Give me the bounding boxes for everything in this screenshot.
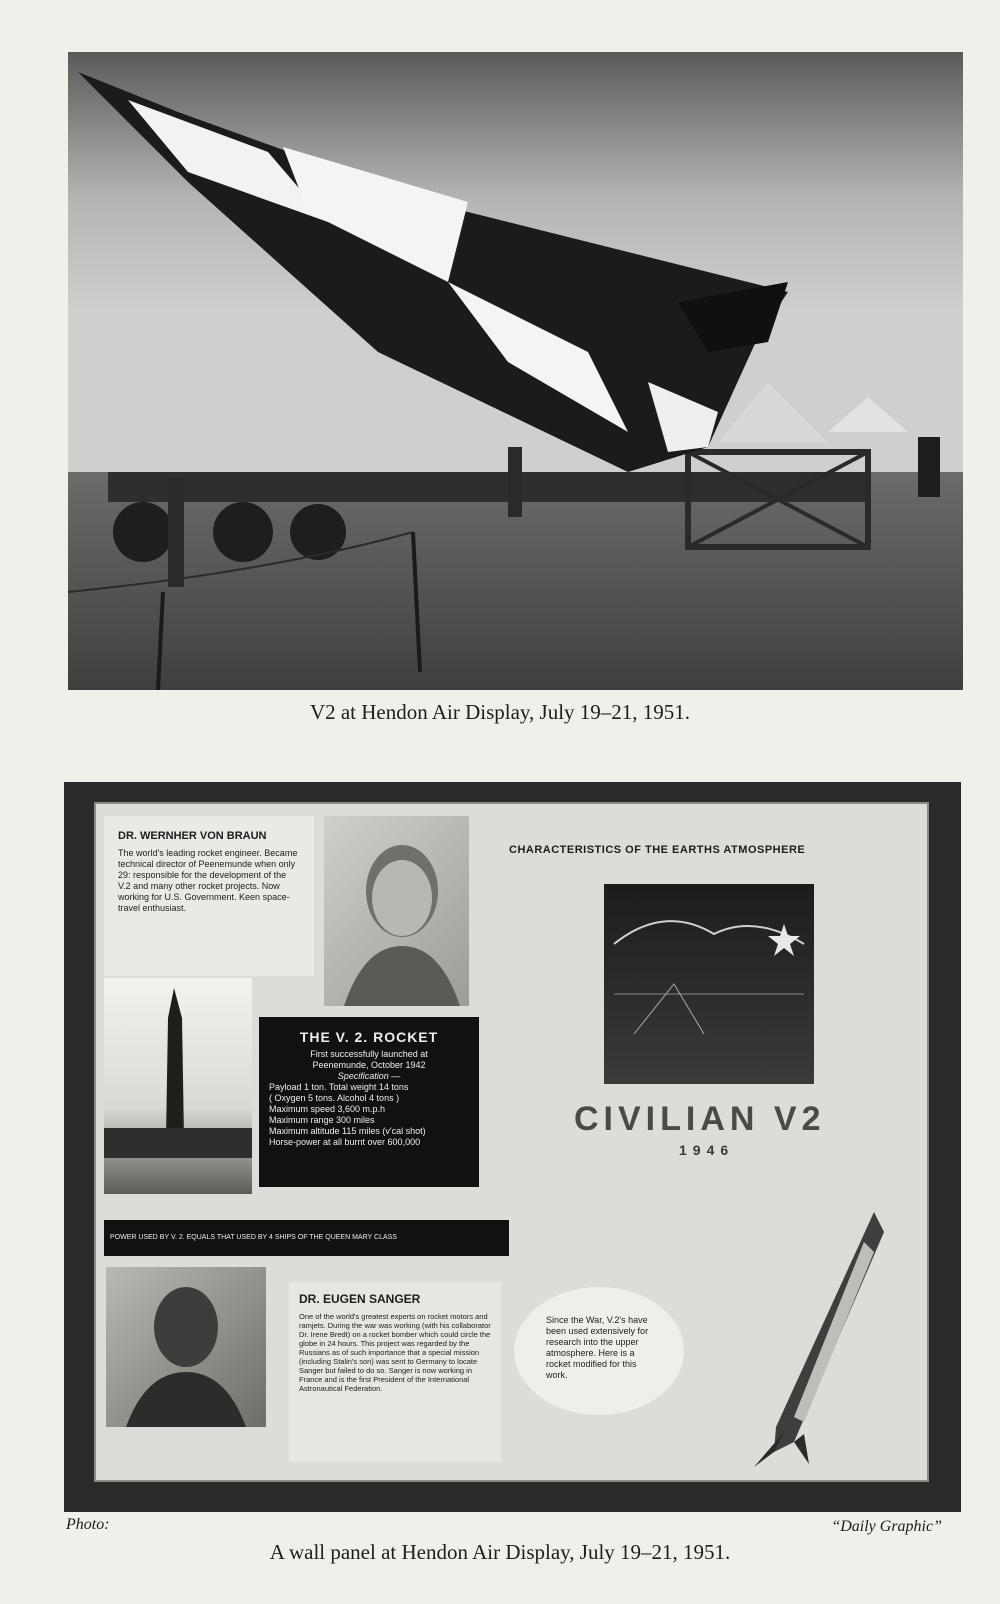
portrait-illustration — [324, 816, 469, 1006]
von-braun-card — [104, 816, 314, 976]
civilian-v2-title: CIVILIAN V2 — [574, 1100, 826, 1138]
von-braun-portrait — [324, 816, 469, 1006]
spec-line: Maximum range 300 miles — [269, 1115, 375, 1125]
atmosphere-diagram — [604, 884, 814, 1084]
atmosphere-illustration — [604, 884, 814, 1084]
spec-line: Specification — — [337, 1071, 401, 1081]
sanger-text: One of the world's greatest experts on rocket motors and ramjets. During the war was working (with his collaborator Dr. Irene Bredt) on a rocket bomber which could circle the globe in 24 hours. This project was regarded by the Russians as of such importance that a special mission (including Stalin's son) was sent to Germany to locate Sanger but failed to do so. Sanger is now working in France and is the first President of the International Astronautical Federation. — [299, 1312, 491, 1393]
von-braun-heading: DR. WERNHER VON BRAUN — [118, 830, 267, 842]
spec-line: Maximum altitude 115 miles (v'cal shot) — [269, 1126, 426, 1136]
v2-rocket-title: THE V. 2. ROCKET — [299, 1029, 439, 1045]
rocket-cutaway-illustration — [714, 1202, 914, 1472]
portrait-illustration — [106, 1267, 266, 1427]
wall-panel — [94, 802, 929, 1482]
civilian-year: 1946 — [679, 1142, 735, 1158]
v2-rocket-photo — [68, 52, 963, 690]
spec-line: First successfully launched at — [310, 1049, 428, 1059]
rocket-cutaway-diagram — [714, 1202, 914, 1472]
spec-line: Payload 1 ton. Total weight 14 tons — [269, 1082, 409, 1092]
sanger-portrait — [106, 1267, 266, 1427]
research-note-circle: Since the War, V.2's have been used extensively for research into the upper atmosphere. Here is a rocket modified for this work. — [514, 1287, 684, 1415]
v2-rocket-spec-card — [259, 1017, 479, 1187]
launch-pad-illustration — [104, 978, 252, 1194]
wall-panel-photo — [64, 782, 961, 1512]
sanger-heading: DR. EUGEN SANGER — [299, 1292, 421, 1306]
atmosphere-heading: CHARACTERISTICS OF THE EARTHS ATMOSPHERE — [509, 844, 806, 856]
spec-line: Horse-power at all burnt over 600,000 — [269, 1137, 421, 1147]
von-braun-text: The world's leading rocket engineer. Became technical director of Peenemunde when only 29: responsible for the development of the V.2 and many other rocket projects. Now working for U.S. Government. Keen space-travel enthusiast. — [118, 848, 298, 913]
bottom-photo-caption: A wall panel at Hendon Air Display, July 19–21, 1951. — [269, 1540, 731, 1564]
spec-line: Maximum speed 3,600 m.p.h — [269, 1104, 386, 1114]
launch-pad-photo — [104, 978, 252, 1194]
photo-credit-source: “Daily Graphic” — [831, 1518, 942, 1535]
sanger-card — [289, 1282, 501, 1462]
power-strip: POWER USED BY V. 2. EQUALS THAT USED BY 4 SHIPS OF THE QUEEN MARY CLASS — [104, 1220, 509, 1256]
photo-credit-label: Photo: — [66, 1516, 110, 1533]
v2-rocket-illustration — [68, 52, 963, 690]
top-photo-caption: V2 at Hendon Air Display, July 19–21, 1951. — [309, 700, 691, 724]
spec-line: Peenemunde, October 1942 — [312, 1060, 426, 1070]
spec-line: ( Oxygen 5 tons. Alcohol 4 tons ) — [269, 1093, 400, 1103]
